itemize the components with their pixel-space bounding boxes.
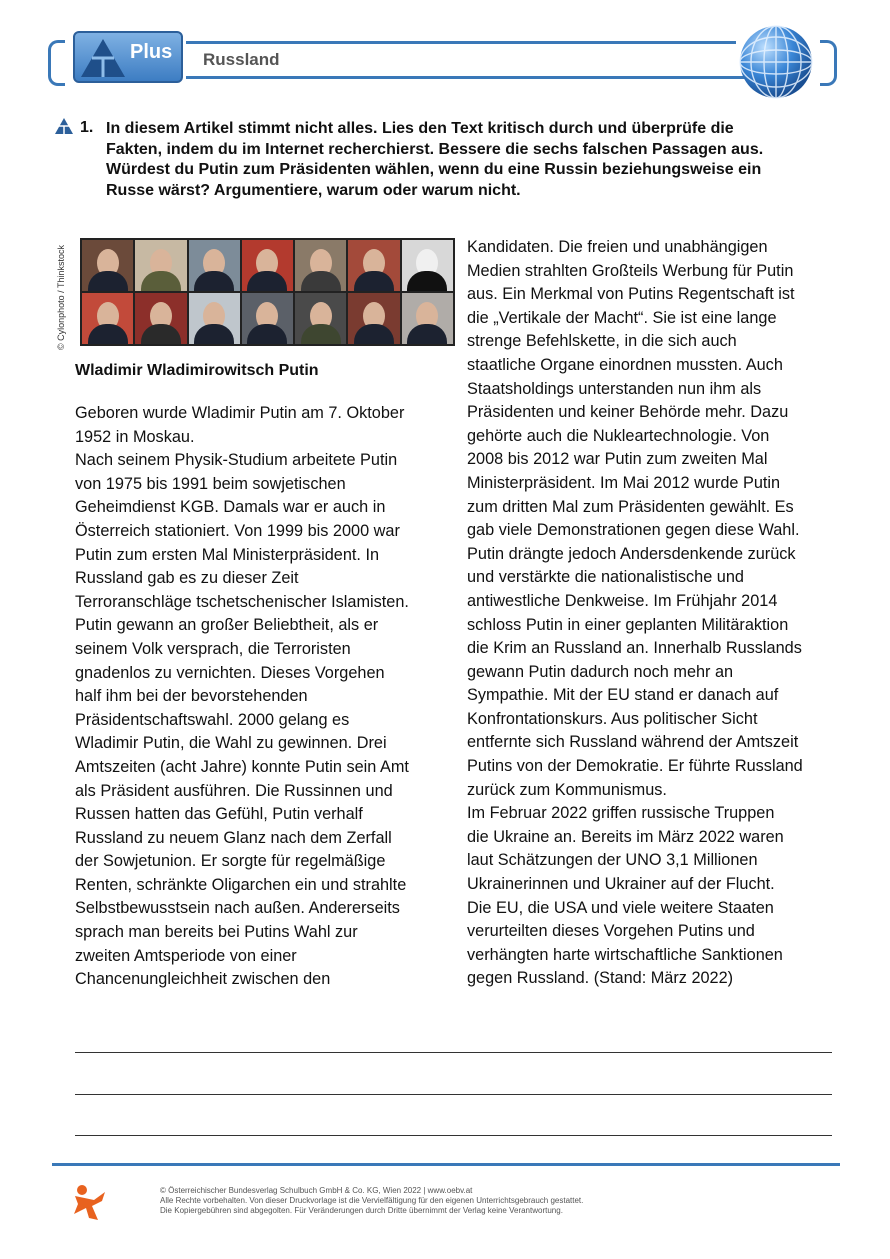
article-line: Präsidentschaftswahl. 2000 gelang es <box>75 710 350 729</box>
article-line: Renten, schränkte Oligarchen ein und strahlte <box>75 875 407 894</box>
article-line: die Ukraine an. Bereits im März 2022 waren <box>467 827 784 846</box>
article-line: schloss Putin in einer geplanten Militäraktion <box>467 615 789 634</box>
article-line: Kandidaten. Die freien und unabhängigen <box>467 238 768 256</box>
article-line: zweiten Amtsperiode von einer <box>75 946 297 965</box>
article-line: Ukrainerinnen und Ukrainer auf der Flucht. <box>467 875 775 894</box>
collage-tile <box>295 293 346 344</box>
article-title: Wladimir Wladimirowitsch Putin <box>75 362 319 379</box>
collage-tile <box>135 240 186 291</box>
article-line: Russland gab es zu dieser Zeit <box>75 569 299 588</box>
article-line: seinem Volk versprach, die Terroristen <box>75 639 351 658</box>
footer-line: Alle Rechte vorbehalten. Von dieser Druckvorlage ist die Vervielfältigung für den eigenen Unterrichtsgebrauch gestattet. <box>160 1196 584 1205</box>
plus-label: Plus <box>130 41 173 63</box>
article-line: verurteilten dieses Vorgehen Putins und <box>467 922 755 941</box>
article-line: gnadenlos zu vernichten. Dieses Vorgehen <box>75 663 385 682</box>
collage-tile <box>82 240 133 291</box>
globe-icon <box>738 24 814 100</box>
task-line: Fakten, indem du im Internet recherchierst. Bessere die sechs falschen Passagen aus. <box>106 140 764 158</box>
article-line: Im Februar 2022 griffen russische Truppen <box>467 804 775 823</box>
collage-tile <box>135 293 186 344</box>
publisher-logo-icon <box>72 1184 108 1222</box>
article-line: die „Vertikale der Macht“. Sie ist eine lange <box>467 308 777 327</box>
article-line: Nach seinem Physik-Studium arbeitete Putin <box>75 451 398 470</box>
collage-tile <box>295 240 346 291</box>
article-column-right <box>467 236 847 991</box>
collage-tile <box>242 293 293 344</box>
footer-copyright <box>160 1186 583 1216</box>
task-line: In diesem Artikel stimmt nicht alles. Lies den Text kritisch durch und überprüfe die <box>106 120 734 137</box>
article-line: Geheimdienst KGB. Damals war er auch in <box>75 498 386 517</box>
article-line: entfernte sich Russland während der Amtszeit <box>467 733 799 752</box>
article-line: Ministerpräsident. Im Mai 2012 wurde Putin <box>467 473 781 492</box>
article-line: der Sowjetunion. Er sorgte für regelmäßige <box>75 852 386 871</box>
article-line: Konfrontationskurs. Aus politischer Sicht <box>467 709 758 728</box>
task-pyramid-icon <box>54 117 74 135</box>
article-line: Putin gewann an großer Beliebtheit, als er <box>75 616 379 635</box>
task-number: 1. <box>80 119 94 136</box>
task-line: Würdest du Putin zum Präsidenten wählen, wenn du eine Russin beziehungsweise ein <box>106 161 762 178</box>
article-line: laut Schätzungen der UNO 3,1 Millionen <box>467 851 758 870</box>
collage-tile <box>348 293 399 344</box>
collage-tile <box>402 293 453 344</box>
answer-line[interactable] <box>75 1094 832 1095</box>
article-line: 2008 bis 2012 war Putin zum zweiten Mal <box>467 450 768 469</box>
article-line: zurück zum Kommunismus. <box>467 780 667 799</box>
photo-credit: © Cylonphoto / Thinkstock <box>56 244 66 350</box>
collage-tile <box>402 240 453 291</box>
article-line: staatliche Organe einordnen mussten. Auch <box>467 355 783 374</box>
footer-rule <box>52 1163 840 1166</box>
article-line: Terroranschläge tschetschenischer Islamisten. <box>75 592 409 611</box>
answer-line[interactable] <box>75 1135 832 1136</box>
article-line: 1952 in Moskau. <box>75 427 195 446</box>
article-line: als Präsident ausführen. Die Russinnen und <box>75 781 393 800</box>
article-line: gewann Putin dadurch noch mehr an <box>467 662 734 681</box>
article-column-left <box>75 402 455 992</box>
article-line: half ihm bei der bevorstehenden <box>75 687 308 706</box>
pyramid-icon <box>79 37 127 79</box>
article-line: Putin zum ersten Mal Ministerpräsident. In <box>75 545 380 564</box>
article-line: Präsidenten und keiner Behörde mehr. Dazu <box>467 403 789 422</box>
article-line: Russland zu neuem Glanz nach dem Zerfall <box>75 828 392 847</box>
article-line: strenge Befehlskette, in die sich auch <box>467 332 737 351</box>
article-line: Amtszeiten (acht Jahre) konnte Putin sein Amt <box>75 757 409 776</box>
article-line: und verstärkte die nationalistische und <box>467 568 744 587</box>
article-line: Medien strahlten Großteils Werbung für Putin <box>467 261 794 280</box>
putin-photo-collage <box>80 238 455 346</box>
article-line: Österreich stationiert. Von 1999 bis 2000 war <box>75 521 400 540</box>
article-line: sprach man bereits bei Putins Wahl zur <box>75 923 358 942</box>
article-line: verhängten harte wirtschaftliche Sanktionen <box>467 945 783 964</box>
task-instructions <box>106 119 846 201</box>
header-rule-top <box>186 41 736 44</box>
article-line: aus. Ein Merkmal von Putins Regentschaft ist <box>467 285 795 304</box>
collage-tile <box>242 240 293 291</box>
footer-line: Die Kopiergebühren sind abgegolten. Für Veränderungen durch Dritte übernimmt der Verlag keine Verantwortung. <box>160 1206 563 1215</box>
collage-tile <box>348 240 399 291</box>
article-line: Selbstbewusstsein nach außen. Andererseits <box>75 899 400 918</box>
footer-line: © Österreichischer Bundesverlag Schulbuch GmbH & Co. KG, Wien 2022 | www.oebv.at <box>160 1186 473 1195</box>
plus-badge <box>73 31 183 83</box>
collage-tile <box>189 240 240 291</box>
article-line: Putins von der Demokratie. Er führte Russland <box>467 757 803 776</box>
article-line: gehörte auch die Nukleartechnologie. Von <box>467 426 770 445</box>
collage-tile <box>189 293 240 344</box>
article-line: Staatsholdings unterstanden nun ihm als <box>467 379 762 398</box>
header-bracket-left <box>48 40 65 86</box>
article-line: Sympathie. Mit der EU stand er danach auf <box>467 686 779 705</box>
article-line: antiwestliche Denkweise. Im Frühjahr 2014 <box>467 591 778 610</box>
header-bracket-right <box>820 40 837 86</box>
article-line: Die EU, die USA und viele weitere Staaten <box>467 898 774 917</box>
page-title: Russland <box>203 50 280 69</box>
article-line: von 1975 bis 1991 beim sowjetischen <box>75 474 346 493</box>
article-line: die Krim an Russland an. Innerhalb Russlands <box>467 639 802 658</box>
collage-tile <box>82 293 133 344</box>
article-line: Putin drängte jedoch Andersdenkende zurück <box>467 544 796 563</box>
article-line: Wladimir Putin, die Wahl zu gewinnen. Drei <box>75 734 387 753</box>
task-line: Russe wärst? Argumentiere, warum oder warum nicht. <box>106 181 521 199</box>
article-line: Chancenungleichheit zwischen den <box>75 970 331 989</box>
article-line: gab viele Demonstrationen gegen diese Wahl. <box>467 521 800 540</box>
answer-line[interactable] <box>75 1052 832 1053</box>
article-line: gegen Russland. (Stand: März 2022) <box>467 969 734 988</box>
article-line: Russen hatten das Gefühl, Putin verhalf <box>75 805 363 824</box>
header-rule-bottom <box>186 76 746 79</box>
article-line: zum dritten Mal zum Präsidenten gewählt. Es <box>467 497 794 516</box>
article-line: Geboren wurde Wladimir Putin am 7. Oktober <box>75 404 405 422</box>
